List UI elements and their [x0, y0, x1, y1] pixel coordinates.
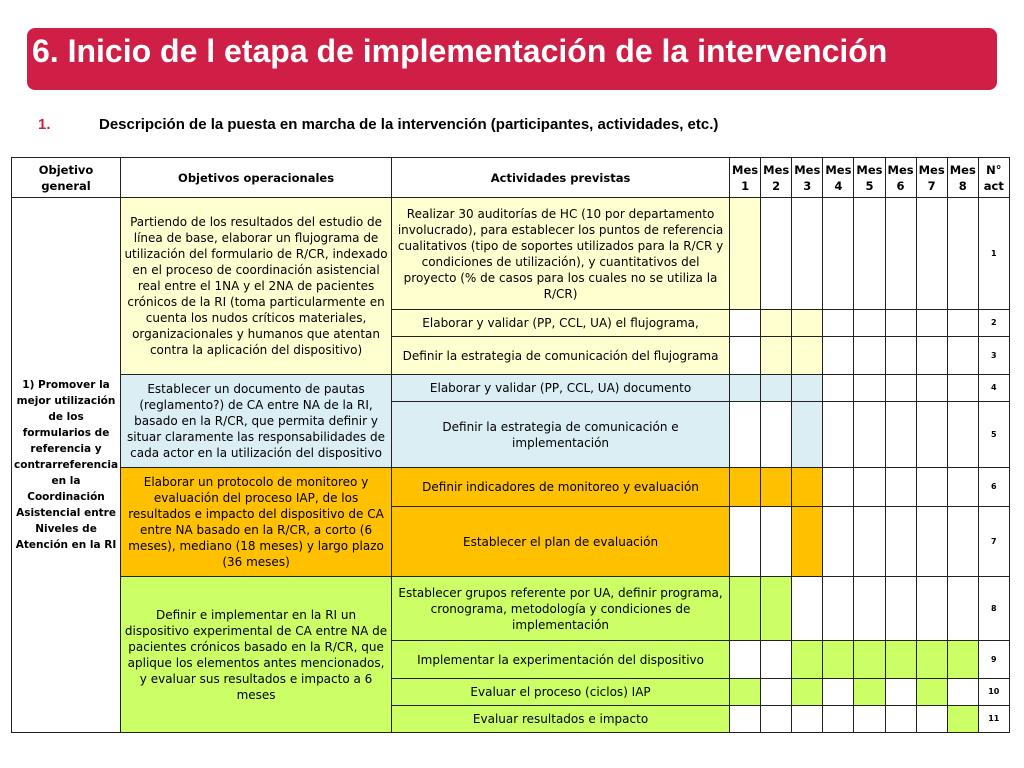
month-cell	[823, 310, 854, 337]
month-cell	[854, 310, 885, 337]
activity-number: 10	[978, 679, 1009, 706]
month-cell	[947, 577, 978, 641]
actividad: Elaborar y validar (PP, CCL, UA) documento	[392, 375, 730, 402]
month-cell	[730, 468, 761, 507]
month-cell	[823, 706, 854, 733]
activity-number: 5	[978, 402, 1009, 468]
month-cell	[885, 641, 916, 679]
month-cell	[761, 679, 792, 706]
month-cell	[761, 641, 792, 679]
month-cell	[823, 507, 854, 577]
month-cell	[761, 507, 792, 577]
month-cell	[730, 198, 761, 310]
month-cell	[947, 706, 978, 733]
header-mes: Mes 2	[761, 158, 792, 198]
objetivo-general-cell: 1) Promover la mejor utilización de los formularios de referencia y contrarreferencia en la Coordinación Asistencial entre Niveles de Atención en la RI	[12, 198, 121, 733]
table-row	[12, 198, 1010, 310]
section-subheading	[38, 116, 998, 138]
month-cell	[947, 468, 978, 507]
implementation-plan-table	[11, 157, 1010, 733]
month-cell	[854, 375, 885, 402]
month-cell	[761, 337, 792, 375]
month-cell	[792, 198, 823, 310]
month-cell	[854, 577, 885, 641]
month-cell	[823, 577, 854, 641]
month-cell	[916, 507, 947, 577]
month-cell	[792, 337, 823, 375]
activity-number: 6	[978, 468, 1009, 507]
activity-number: 1	[978, 198, 1009, 310]
activity-number: 8	[978, 577, 1009, 641]
month-cell	[730, 310, 761, 337]
month-cell	[854, 507, 885, 577]
month-cell	[854, 402, 885, 468]
month-cell	[885, 468, 916, 507]
actividad: Evaluar resultados e impacto	[392, 706, 730, 733]
month-cell	[885, 402, 916, 468]
month-cell	[823, 679, 854, 706]
activity-number: 7	[978, 507, 1009, 577]
header-num-act: N° act	[978, 158, 1009, 198]
actividad: Realizar 30 auditorías de HC (10 por departamento involucrado), para establecer los puntos de referencia cualitativos (tipo de soportes utilizados para la R/CR y condiciones de utilización), y cuantitativos del proyecto (% de casos para los cuales no se utiliza la R/CR)	[392, 198, 730, 310]
month-cell	[792, 679, 823, 706]
table-row	[12, 468, 1010, 507]
month-cell	[730, 679, 761, 706]
header-mes: Mes 1	[730, 158, 761, 198]
month-cell	[761, 310, 792, 337]
header-mes: Mes 3	[792, 158, 823, 198]
actividad: Establecer grupos referente por UA, definir programa, cronograma, metodología y condiciones de implementación	[392, 577, 730, 641]
month-cell	[885, 679, 916, 706]
month-cell	[885, 337, 916, 375]
month-cell	[761, 577, 792, 641]
month-cell	[792, 375, 823, 402]
month-cell	[916, 402, 947, 468]
activity-number: 4	[978, 375, 1009, 402]
month-cell	[792, 310, 823, 337]
header-actividades: Actividades previstas	[392, 158, 730, 198]
month-cell	[916, 468, 947, 507]
activity-number: 2	[978, 310, 1009, 337]
table-row	[12, 577, 1010, 641]
month-cell	[947, 679, 978, 706]
month-cell	[730, 375, 761, 402]
month-cell	[792, 402, 823, 468]
month-cell	[854, 198, 885, 310]
actividad: Definir la estrategia de comunicación del flujograma	[392, 337, 730, 375]
month-cell	[823, 198, 854, 310]
month-cell	[885, 198, 916, 310]
month-cell	[823, 641, 854, 679]
month-cell	[761, 375, 792, 402]
month-cell	[916, 577, 947, 641]
month-cell	[947, 310, 978, 337]
activity-number: 11	[978, 706, 1009, 733]
month-cell	[947, 507, 978, 577]
month-cell	[916, 375, 947, 402]
actividad: Definir indicadores de monitoreo y evaluación	[392, 468, 730, 507]
header-mes: Mes 6	[885, 158, 916, 198]
month-cell	[730, 507, 761, 577]
month-cell	[885, 577, 916, 641]
month-cell	[916, 337, 947, 375]
activity-number: 3	[978, 337, 1009, 375]
month-cell	[916, 641, 947, 679]
objetivo-operacional: Partiendo de los resultados del estudio de línea de base, elaborar un flujograma de utilización del formulario de R/CR, indexado en el proceso de coordinación asistencial real entre el 1NA y el 2NA de pacientes crónicos de la RI (toma particularmente en cuenta los nudos críticos materiales, organizacionales y humanos que atentan contra la aplicación del dispositivo)	[121, 198, 392, 375]
activity-number: 9	[978, 641, 1009, 679]
month-cell	[916, 679, 947, 706]
month-cell	[730, 337, 761, 375]
month-cell	[792, 706, 823, 733]
actividad: Establecer el plan de evaluación	[392, 507, 730, 577]
month-cell	[761, 468, 792, 507]
actividad: Elaborar y validar (PP, CCL, UA) el flujograma,	[392, 310, 730, 337]
actividad: Implementar la experimentación del dispositivo	[392, 641, 730, 679]
month-cell	[854, 641, 885, 679]
month-cell	[947, 375, 978, 402]
month-cell	[730, 641, 761, 679]
month-cell	[823, 375, 854, 402]
subheading-number: 1.	[38, 116, 51, 133]
month-cell	[916, 198, 947, 310]
header-mes: Mes 4	[823, 158, 854, 198]
month-cell	[885, 375, 916, 402]
month-cell	[761, 198, 792, 310]
month-cell	[854, 468, 885, 507]
month-cell	[730, 577, 761, 641]
month-cell	[792, 641, 823, 679]
header-mes: Mes 7	[916, 158, 947, 198]
month-cell	[792, 507, 823, 577]
month-cell	[823, 337, 854, 375]
month-cell	[947, 641, 978, 679]
month-cell	[854, 337, 885, 375]
objetivo-operacional: Establecer un documento de pautas (reglamento?) de CA entre NA de la RI, basado en la R/CR, que permita definir y situar claramente las responsabilidades de cada actor en la utilización del dispositivo	[121, 375, 392, 468]
subheading-text: Descripción de la puesta en marcha de la intervención (participantes, actividades, etc.)	[99, 116, 719, 133]
month-cell	[823, 468, 854, 507]
actividad: Evaluar el proceso (ciclos) IAP	[392, 679, 730, 706]
month-cell	[885, 706, 916, 733]
month-cell	[916, 706, 947, 733]
objetivo-operacional: Definir e implementar en la RI un dispositivo experimental de CA entre NA de pacientes crónicos basado en la R/CR, que aplique los elementos antes mencionados, y evaluar sus resultados e impacto a 6 meses	[121, 577, 392, 733]
table-row	[12, 375, 1010, 402]
month-cell	[885, 310, 916, 337]
month-cell	[730, 402, 761, 468]
month-cell	[947, 337, 978, 375]
month-cell	[792, 468, 823, 507]
month-cell	[761, 706, 792, 733]
table-header-row	[12, 158, 1010, 198]
objetivo-operacional: Elaborar un protocolo de monitoreo y evaluación del proceso IAP, de los resultados e impacto del dispositivo de CA entre NA basado en la R/CR, a corto (6 meses), mediano (18 meses) y largo plazo (36 meses)	[121, 468, 392, 577]
header-objetivo-general: Objetivo general	[12, 158, 121, 198]
month-cell	[792, 577, 823, 641]
month-cell	[730, 706, 761, 733]
month-cell	[916, 310, 947, 337]
month-cell	[885, 507, 916, 577]
actividad: Definir la estrategia de comunicación e implementación	[392, 402, 730, 468]
month-cell	[854, 679, 885, 706]
month-cell	[761, 402, 792, 468]
month-cell	[947, 402, 978, 468]
header-mes: Mes 5	[854, 158, 885, 198]
header-mes: Mes 8	[947, 158, 978, 198]
month-cell	[854, 706, 885, 733]
month-cell	[947, 198, 978, 310]
slide-title: 6. Inicio de l etapa de implementación de la intervención	[27, 28, 997, 90]
header-objetivos-operacionales: Objetivos operacionales	[121, 158, 392, 198]
month-cell	[823, 402, 854, 468]
